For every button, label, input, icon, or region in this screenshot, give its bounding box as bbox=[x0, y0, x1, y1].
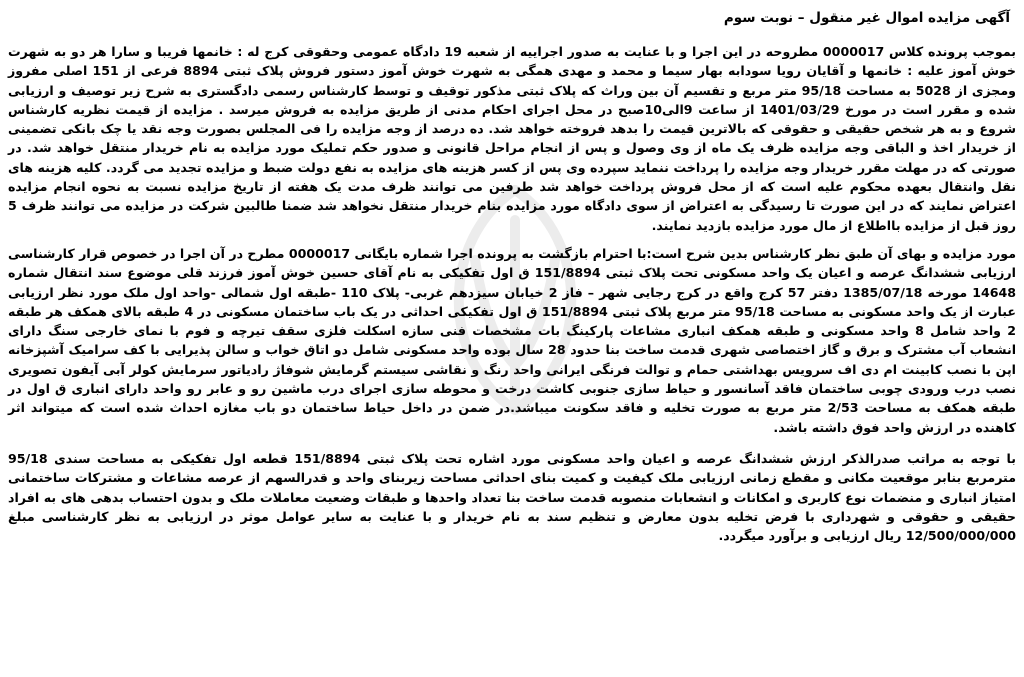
notice-paragraph-valuation: با توجه به مراتب صدرالذکر ارزش ششدانگ عرصه و اعیان واحد مسکونی مورد اشاره تحت پلاک ثبتی 151/8894 قطعه اول تفکیکی به مساحت سندی 95/18 مترمربع بنابر موقعیت مکانی و مقطع زمانی ارزیابی ملک کیفیت و کمیت بنای احداثی مساحت زیربنای واحد و قدرالسهم از عرصه مشاعات و مشترکات ساختمانی امتیاز انباری و منضمات نوع کاربری و امکانات و انشعابات منصوبه قدمت ساخت بنا تعداد واحدها و طبقات وضعیت معاملات ملک و بدون احتساب بدهی های به افراد حقیقی و حقوقی و شهرداری با فرض تخلیه بدون معارض و تنظیم سند به نام خریدار و با عنایت به سایر عوامل موثر در ارزیابی به نظر کارشناسی مبلغ 12/500/000/000 ریال ارزیابی و برآورد میگردد. bbox=[8, 450, 1016, 544]
notice-heading: آگهی مزایده اموال غیر منقول – نوبت سوم bbox=[723, 10, 1010, 26]
notice-paragraph-auction-terms: بموجب پرونده کلاس 0000017 مطروحه در این اجرا و با عنایت به صدور اجراییه از شعبه 19 دادگاه عمومی وحقوقی کرج له : خانمها فریبا و سارا هر دو به شهرت خوش آموز علیه : خانمها و آقایان رویا سودابه بهار سیما و محمد و مهدی همگی به شهرت خوش آموز دستور فروش پلاک ثبتی 8894 فرعی از 151 اصلی مفروز ومجزی از 5028 به مساحت 95/18 متر مربع و تقسیم آن بین وراث که پلاک ثبتی مذکور توقیف و توسط کارشناس رسمی دادگستری به شرح زیر توصیف و ارزیابی شده و مقرر است در مورخ 1401/03/29 از ساعت 9الی10صبح در محل اجرای احکام مدنی از طریق مزایده به فروش میرسد . مزایده از قیمت نظریه کارشناس شروع و به هر شخص حقیقی و حقوقی که بالاترین قیمت را بدهد فروخته خواهد شد. ده درصد از وجه مزایده را فی المجلس بصورت وجه نقد یا چک بانکی تضمینی از خریدار اخذ و الباقی وجه مزایده ظرف یک ماه از وی وصول و پس از انجام مراحل قانونی و صدور حکم تملیک مورد مزایده به نام خریدار منتقل خواهد شد. در صورتی که در مهلت مقرر خریدار وجه مزایده را پرداخت ننماید سپرده وی پس از کسر هزینه های مزایده به نفع دولت ضبط و مزایده تجدید می گردد. کلیه هزینه های نقل وانتقال بعهده محکوم علیه است که از محل فروش پرداخت خواهد شد طرفین می توانند ظرف مدت یک هفته از تاریخ مزایده نسبت به نحوه انجام مزایده اعتراض نمایند که در این صورت تا رسیدگی به اعتراض از سوی دادگاه مورد مزایده بنام خریدار منتقل نخواهد شد ضمنا طالبین شرکت در مزایده می توانند ظرف 5 روز قبل از مزایده بااطلاع از مال مورد مزایده بازدید نمایند. bbox=[8, 44, 1016, 233]
notice-paragraph-expert-description: مورد مزایده و بهای آن طبق نظر کارشناس بدین شرح است:با احترام بازگشت به پرونده اجرا شماره بایگانی 0000017 مطرح در آن اجرا در خصوص قرار کارشناسی ارزیابی ششدانگ عرصه و اعیان یک واحد مسکونی تحت پلاک ثبتی 151/8894 ق اول تفکیکی به نام آقای حسین خوش آموز فرزند قلی موضوع سند انتقال شماره 14648 مورخه 1385/07/18 دفتر 57 کرج واقع در کرج رجایی شهر – فاز 2 خیابان سیزدهم غربی- پلاک 110 -طبقه اول شمالی -واحد اول ملک مورد نظر ارزیابی عبارت از یک واحد مسکونی به مساحت 95/18 متر مربع پلاک ثبتی 151/8894 ق اول تفکیکی احداثی در یک باب ساختمان مسکونی در 4 طبقه بالای همکف هر طبقه 2 واحد شامل 8 واحد مسکونی و طبقه همکف انباری مشاعات پارکینگ بات مشخصات فنی سازه اسکلت فلزی سقف تیرچه و فوم با نمای خارجی سنگ دارای انشعاب آب مشترک و برق و گاز اختصاصی شهری قدمت ساخت بنا حدود 28 سال بوده واحد مسکونی شامل دو اتاق خواب و سالن پذیرایی با کف سرامیک آشپزخانه اپن با نصب کابینت ام دی اف سرویس بهداشتی حمام و توالت فرنگی ایرانی واحد رنگ و نقاشی سیستم گرمایش شوفاژ رادیاتور سرمایش کولر آبی آیفون تصویری نصب درب ورودی چوبی ساختمان فاقد آسانسور و حیاط سازی جنوبی کاشت درخت و محوطه سازی اجرای درب ماشین رو و عابر رو واحد دارای انباری ق اول در طبقه همکف به مساحت 2/53 متر مربع به صورت تخلیه و فاقد سکونت میباشد.در ضمن در داخل حیاط ساختمان دو باب مغازه احداث شده است که میتواند اثر کاهنده در ارزش واحد فوق داشته باشد. bbox=[8, 245, 1017, 435]
